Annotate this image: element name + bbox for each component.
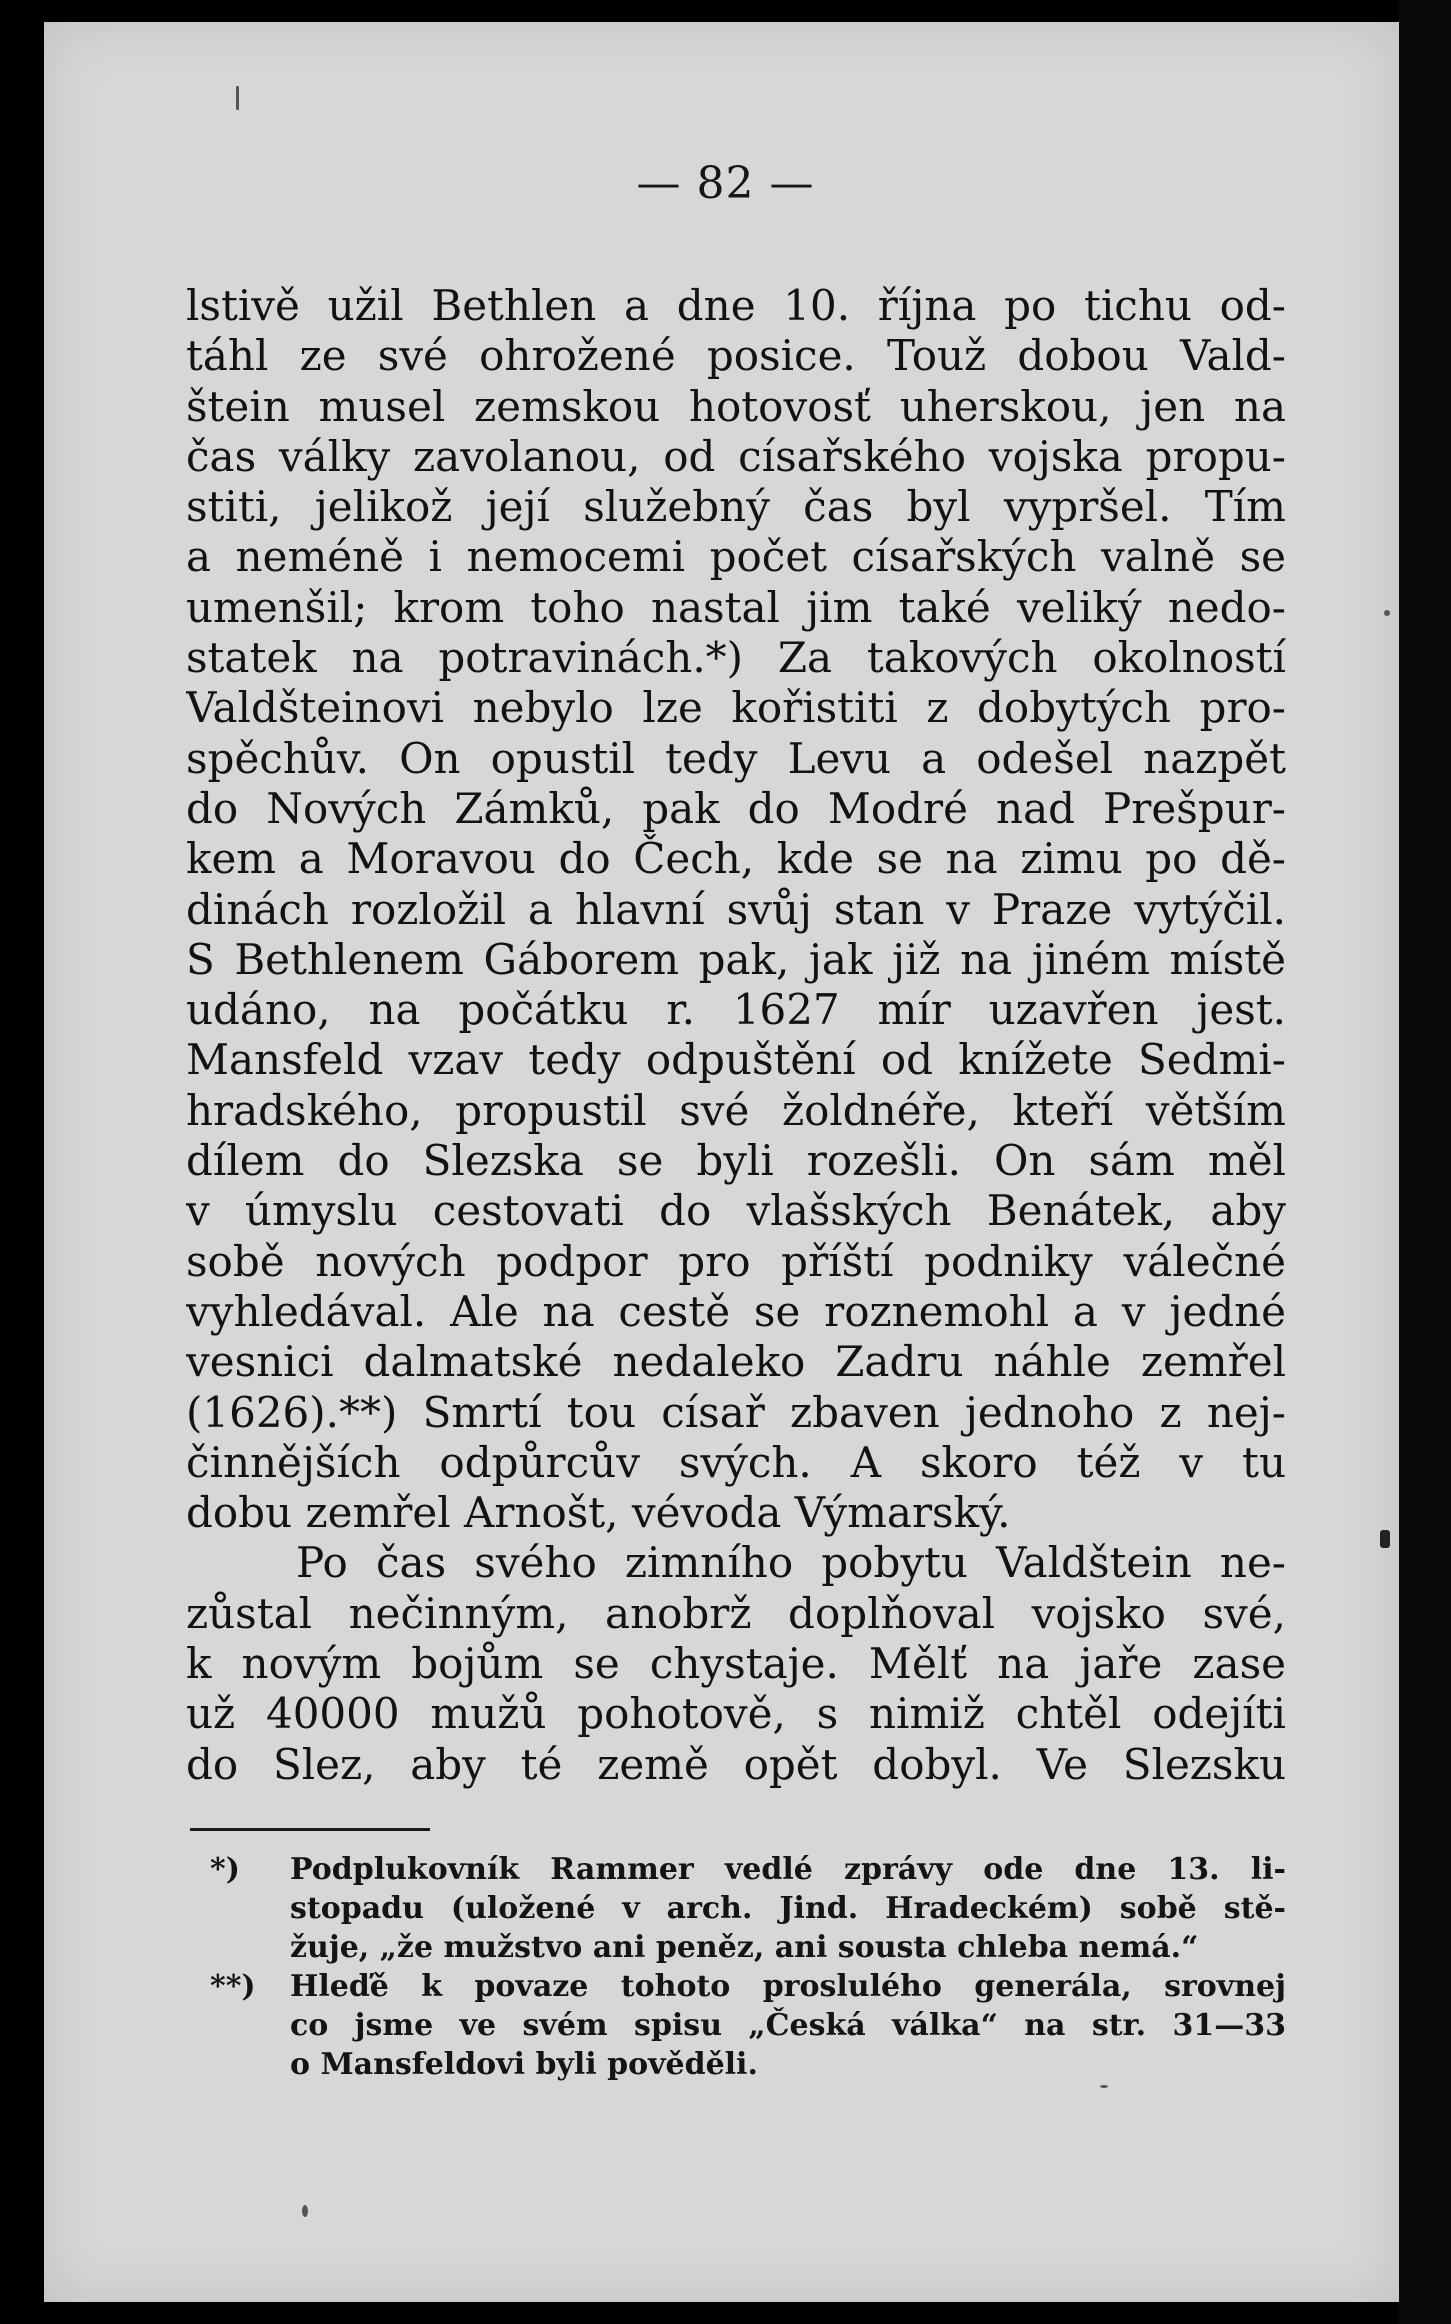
text-line: do Nových Zámků, pak do Modré nad Prešpur-: [186, 783, 1286, 833]
paper-speck: [1100, 2085, 1108, 2088]
text-line: S Bethlenem Gáborem pak, jak již na jiném místě: [186, 934, 1286, 984]
text-line: v úmyslu cestovati do vlašských Benátek, aby: [186, 1186, 1286, 1236]
text-line: stiti, jelikož její služebný čas byl vypršel. Tím: [186, 482, 1286, 532]
text-line: zůstal nečinným, anobrž doplňoval vojsko své,: [186, 1588, 1286, 1638]
text-line: udáno, na počátku r. 1627 mír uzavřen jest.: [186, 985, 1286, 1035]
footnotes: [210, 1850, 1286, 2084]
text-line: kem a Moravou do Čech, kde se na zimu po dě-: [186, 834, 1286, 884]
text-line: čas války zavolanou, od císařského vojska propu-: [186, 431, 1286, 481]
text-line: už 40000 mužů pohotově, s nimiž chtěl odejíti: [186, 1689, 1286, 1739]
text-line: do Slez, aby té země opět dobyl. Ve Slezsku: [186, 1739, 1286, 1789]
paper-speck: [236, 86, 239, 110]
footnote-text: Podplukovník Rammer vedlé zprávy ode dne 13. li-: [290, 1852, 1286, 1887]
text-line: a neméně i nemocemi počet císařských valně se: [186, 532, 1286, 582]
footnote-text: stopadu (uložené v arch. Jind. Hradeckém) sobě stě-: [290, 1891, 1286, 1926]
text-line: činnějších odpůrcův svých. A skoro též v tu: [186, 1437, 1286, 1487]
paper-speck: [1380, 1530, 1390, 1548]
text-line: statek na potravinách.*) Za takových okolností: [186, 633, 1286, 683]
footnote-line: [210, 2006, 1286, 2045]
footnote-line: [210, 1850, 1286, 1889]
footnote-text: Hleďě k povaze tohoto proslulého generála, srovnej: [290, 1969, 1286, 2004]
footnote-text: žuje, „že mužstvo ani peněz, ani sousta chleba nemá.“: [290, 1930, 1199, 1965]
footnote-text: o Mansfeldovi byli pověděli.: [290, 2047, 758, 2082]
footnote-rule: [190, 1828, 430, 1831]
footnote-mark: *): [210, 1852, 240, 1887]
text-line: lstivě užil Bethlen a dne 10. října po tichu od-: [186, 281, 1286, 330]
text-line: vyhledával. Ale na cestě se roznemohl a v jedné: [186, 1286, 1286, 1336]
text-line: vesnici dalmatské nedaleko Zadru náhle zemřel: [186, 1337, 1286, 1387]
footnote-line: [210, 1889, 1286, 1928]
text-line: dinách rozložil a hlavní svůj stan v Praze vytýčil.: [186, 884, 1286, 934]
page-number: — 82 —: [636, 158, 815, 209]
text-line: hradského, propustil své žoldnéře, kteří větším: [186, 1085, 1286, 1135]
paper-speck: [1384, 610, 1390, 616]
text-line: Mansfeld vzav tedy odpuštění od knížete Sedmi-: [186, 1035, 1286, 1085]
text-line: štein musel zemskou hotovosť uherskou, jen na: [186, 381, 1286, 431]
text-line: umenšil; krom toho nastal jim také veliký nedo-: [186, 582, 1286, 632]
text-line: dílem do Slezska se byli rozešli. On sám měl: [186, 1136, 1286, 1186]
footnote-line: [210, 2045, 1286, 2084]
footnote-mark: **): [210, 1969, 256, 2004]
text-line: dobu zemřel Arnošt, vévoda Výmarský.: [186, 1488, 1011, 1538]
text-line: Valdšteinovi nebylo lze kořistiti z dobytých pro-: [186, 683, 1286, 733]
text-line: spěchův. On opustil tedy Levu a odešel nazpět: [186, 733, 1286, 783]
body-text: [186, 281, 1286, 1790]
footnote-text: co jsme ve svém spisu „Česká válka“ na str. 31—33: [290, 2008, 1286, 2043]
footnote-line: [210, 1928, 1286, 1967]
text-line: táhl ze své ohrožené posice. Touž dobou Vald-: [186, 331, 1286, 381]
text-line: k novým bojům se chystaje. Mělť na jaře zase: [186, 1639, 1286, 1689]
text-line: (1626).**) Smrtí tou císař zbaven jednoho z nej-: [186, 1387, 1286, 1437]
paper-speck: [302, 2205, 308, 2217]
scan-border: [1399, 0, 1451, 2324]
footnote-line: [210, 1967, 1286, 2006]
text-line: sobě nových podpor pro příští podniky válečné: [186, 1236, 1286, 1286]
text-line: Po čas svého zimního pobytu Valdštein ne-: [296, 1538, 1286, 1588]
